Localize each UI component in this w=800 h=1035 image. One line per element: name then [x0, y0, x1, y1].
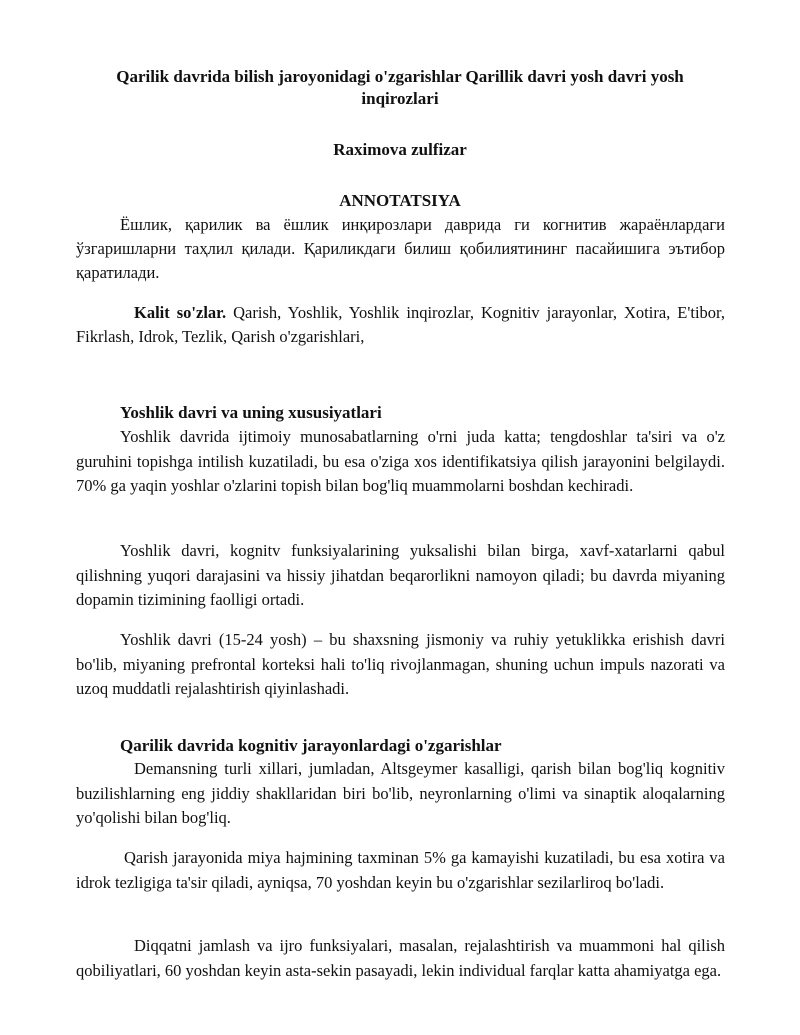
- keywords-paragraph: [76, 301, 725, 349]
- author-name: Raximova zulfizar: [333, 140, 467, 159]
- annotation-heading: ANNOTATSIYA: [339, 191, 461, 210]
- youth-paragraph-1: Yoshlik davrida ijtimoiy munosabatlarning o'rni juda katta; tengdoshlar ta'siri va o'z guruhini topishga intilish kuzatiladi, bu esa o'ziga xos identifikatsiya qilish jarayonini belgilaydi. 70% ga yaqin yoshlar o'zlarini topish bilan bog'liq muammolarni boshdan kechiradi.: [76, 427, 725, 495]
- annotation-text: Ёшлик, қарилик ва ёшлик инқирозлари даврида ги когнитив жараёнлардаги ўзгаришларни таҳлил қилади. Қариликдаги билиш қобилиятининг пасайишига эътибор қаратилади.: [76, 215, 725, 282]
- youth-paragraph-2: Yoshlik davri, kognitv funksiyalarining yuksalishi bilan birga, xavf-xatarlarni qabul qilishning yuqori darajasini va hissiy jihatdan beqarorlikni namoyon qiladi; bu davrda miyaning dopamin tizimining faolligi ortadi.: [76, 541, 725, 609]
- aging-paragraph-3: Diqqatni jamlash va ijro funksiyalari, masalan, rejalashtirish va muammoni hal qilish qobiliyatlari, 60 yoshdan keyin asta-sekin pasayadi, lekin individual farqlar katta ahamiyatga ega.: [76, 936, 725, 980]
- youth-paragraph-3: Yoshlik davri (15-24 yosh) – bu shaxsning jismoniy va ruhiy yetuklikka erishish davri bo'lib, miyaning prefrontal korteksi hali to'liq rivojlanmagan, shuning uchun impuls nazorati va uzoq muddatli rejalashtirish qiyinlashadi.: [76, 630, 725, 698]
- aging-paragraph-1: Demansning turli xillari, jumladan, Altsgeymer kasalligi, qarish bilan bog'liq kognitiv buzilishlarning eng jiddiy shakllaridan biri bo'lib, neyronlarning o'limi va sinaptik aloqalarning yo'qolishi bilan bog'liq.: [76, 759, 725, 827]
- keywords-label: Kalit so'zlar.: [134, 303, 227, 322]
- aging-paragraph-2: Qarish jarayonida miya hajmining taxminan 5% ga kamayishi kuzatiladi, bu esa xotira va idrok tezligiga ta'sir qiladi, ayniqsa, 70 yoshdan keyin bu o'zgarishlar sezilarliroq bo'ladi.: [76, 848, 725, 892]
- keywords-list: Qarish, Yoshlik, Yoshlik inqirozlar, Kognitiv jarayonlar, Xotira, E'tibor, Fikrlash, Idrok, Tezlik, Qarish o'zgarishlari,: [76, 303, 725, 346]
- section-heading-aging: Qarilik davrida kognitiv jarayonlardagi o'zgarishlar: [120, 736, 502, 755]
- paper-title: Qarilik davrida bilish jaroyonidagi o'zgarishlar Qarillik davri yosh davri yosh inqirozlari: [116, 67, 684, 108]
- section-heading-youth: Yoshlik davri va uning xususiyatlari: [120, 403, 382, 422]
